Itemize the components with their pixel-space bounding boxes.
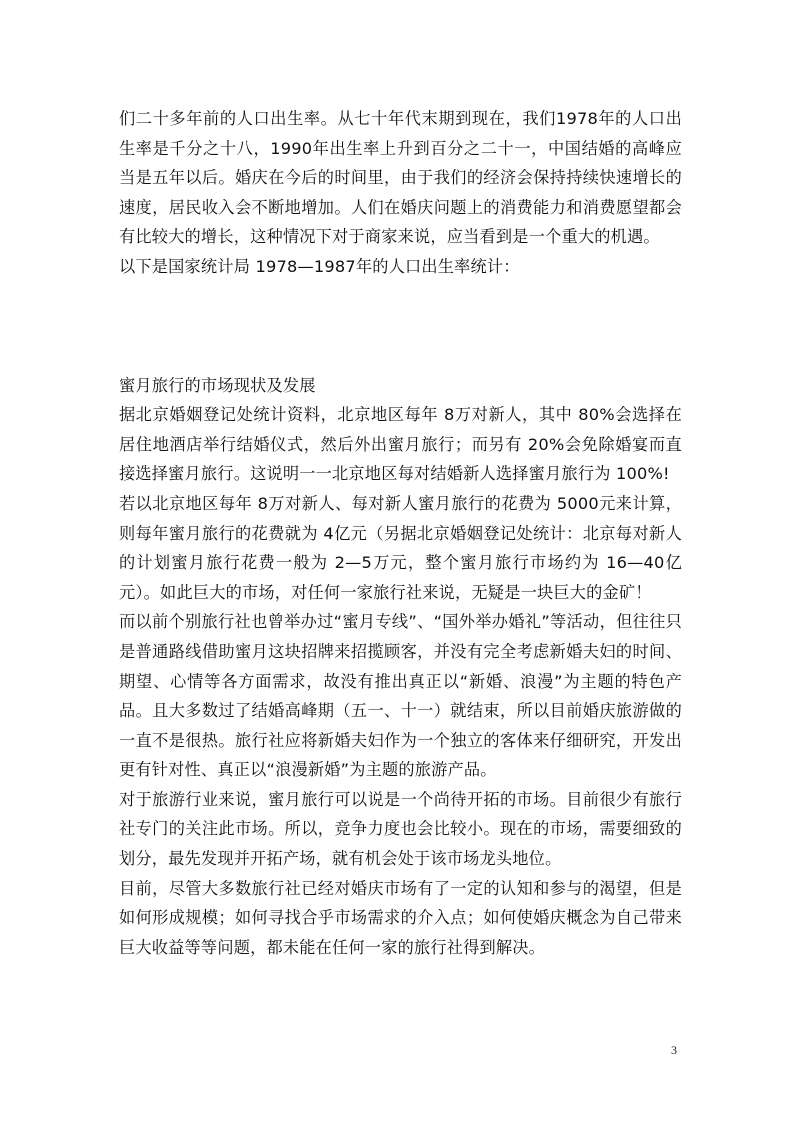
page-number: 3 [671, 1043, 677, 1057]
section-heading: 蜜月旅行的市场现状及发展 [119, 375, 316, 395]
paragraph-agency-history: 而以前个别旅行社也曾举办过“蜜月专线”、“国外举办婚礼”等活动，但往往只是普通路线借助蜜月这块招牌来招揽顾客，并没有完全考虑新婚夫妇的时间、期望、心情等各方面需求，故没有推出真正以“新婚、浪漫”为主题的特色产品。且大多数过了结婚高峰期（五一、十一）就结束，所以目前婚庆旅游做的一直不是很热。旅行社应将新婚夫妇作为一个独立的客体来仔细研究，开发出更有针对性、真正以“浪漫新婚”为主题的旅游产品。 [119, 612, 682, 780]
paragraph-beijing-statistics: 据北京婚姻登记处统计资料，北京地区每年 8万对新人，其中 80%会选择在居住地酒店举行结婚仪式，然后外出蜜月旅行；而另有 20%会免除婚宴而直接选择蜜月旅行。这说明一一北京地区每对结婚新人选择蜜月旅行为 100%! [119, 405, 682, 484]
paragraph-statistics-intro: 以下是国家统计局 1978—1987年的人口出生率统计： [119, 256, 520, 276]
paragraph-birth-rate: 们二十多年前的人口出生率。从七十年代末期到现在，我们1978年的人口出生率是千分之十八，1990年出生率上升到百分之二十一，中国结婚的高峰应当是五年以后。婚庆在今后的时间里，由于我们的经济会保持持续快速增长的速度，居民收入会不断地增加。人们在婚庆问题上的消费能力和消费愿望都会有比较大的增长，这种情况下对于商家来说，应当看到是一个重大的机遇。 [119, 109, 682, 247]
paragraph-spending-estimate: 若以北京地区每年 8万对新人、每对新人蜜月旅行的花费为 5000元来计算，则每年蜜月旅行的花费就为 4亿元（另据北京婚姻登记处统计：北京每对新人的计划蜜月旅行花费一般为 2—5万元，整个蜜月旅行市场约为 16—40亿元）。如此巨大的市场，对任何一家旅行社来说，无疑是一块巨大的金矿！ [119, 493, 682, 602]
table-placeholder-space [119, 282, 682, 371]
document-body [119, 104, 682, 962]
paragraph-market-opportunity: 对于旅游行业来说，蜜月旅行可以说是一个尚待开拓的市场。目前很少有旅行社专门的关注此市场。所以，竞争力度也会比较小。现在的市场，需要细致的划分，最先发现并开拓产场，就有机会处于该市场龙头地位。 [119, 789, 682, 869]
paragraph-current-problems: 目前，尽管大多数旅行社已经对婚庆市场有了一定的认知和参与的渴望，但是如何形成规模；如何寻找合乎市场需求的介入点；如何使婚庆概念为自己带来巨大收益等等问题，都未能在任何一家的旅行社得到解决。 [119, 878, 682, 957]
